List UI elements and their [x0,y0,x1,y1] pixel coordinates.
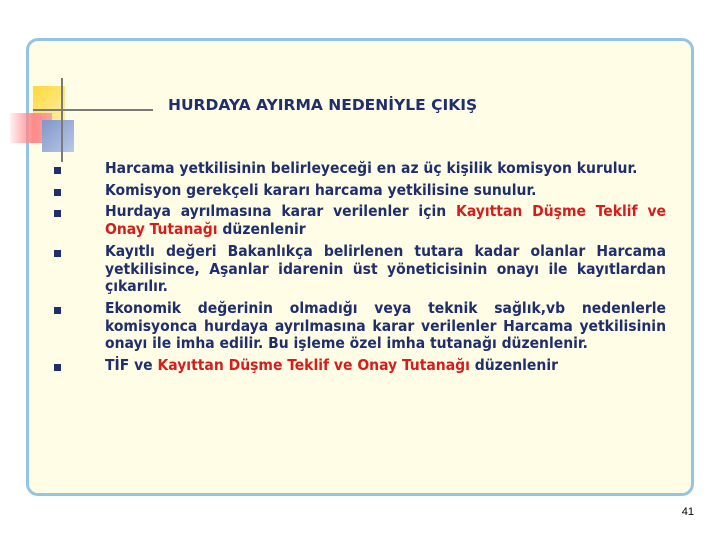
bullet-item [54,203,666,238]
square-bullet-icon [54,210,61,217]
bullet-text: düzenlenir [469,356,558,375]
bullet-text: TİF ve [105,356,158,375]
slide-title: HURDAYA AYIRMA NEDENİYLE ÇIKIŞ [168,96,478,114]
bullet-item [54,160,666,178]
square-bullet-icon [54,250,61,257]
highlighted-form-name: Kayıttan Düşme Teklif ve Onay Tutanağı [105,202,667,239]
bullet-item [54,300,666,353]
bullet-text: Kayıtlı değeri Bakanlıkça belirlenen tutara kadar olanlar Harcama yetkilisince, Aşanlar idarenin üst yöneticisinin onayı ile kayıtlardan çıkarılır. [105,241,666,296]
decorative-blue-square [42,120,74,152]
decorative-vertical-line [61,78,63,162]
bullet-item [54,243,666,296]
page-number: 41 [681,506,694,518]
bullet-text: Hurdaya ayrılmasına karar verilenler için [105,202,457,221]
decorative-horizontal-line [33,109,153,111]
bullet-text: Harcama yetkilisinin belirleyeceği en az üç kişilik komisyon kurulur. [105,159,638,177]
bullet-item [54,182,666,200]
bullet-text: Ekonomik değerinin olmadığı veya teknik sağlık,vb nedenlerle komisyonca hurdaya ayrılmasına karar verilenler Harcama yetkilisinin onayı ile imha edilir. Bu işleme özel imha tutanağı düzenlenir. [105,298,666,353]
bullet-text: düzenlenir [217,220,306,239]
bullet-item [54,357,666,375]
square-bullet-icon [54,364,61,371]
square-bullet-icon [54,189,61,196]
square-bullet-icon [54,167,61,174]
bullet-text: Komisyon gerekçeli kararı harcama yetkilisine sunulur. [105,180,537,199]
bullet-list [54,160,666,379]
highlighted-form-name: Kayıttan Düşme Teklif ve Onay Tutanağı [157,356,470,375]
square-bullet-icon [54,307,61,314]
